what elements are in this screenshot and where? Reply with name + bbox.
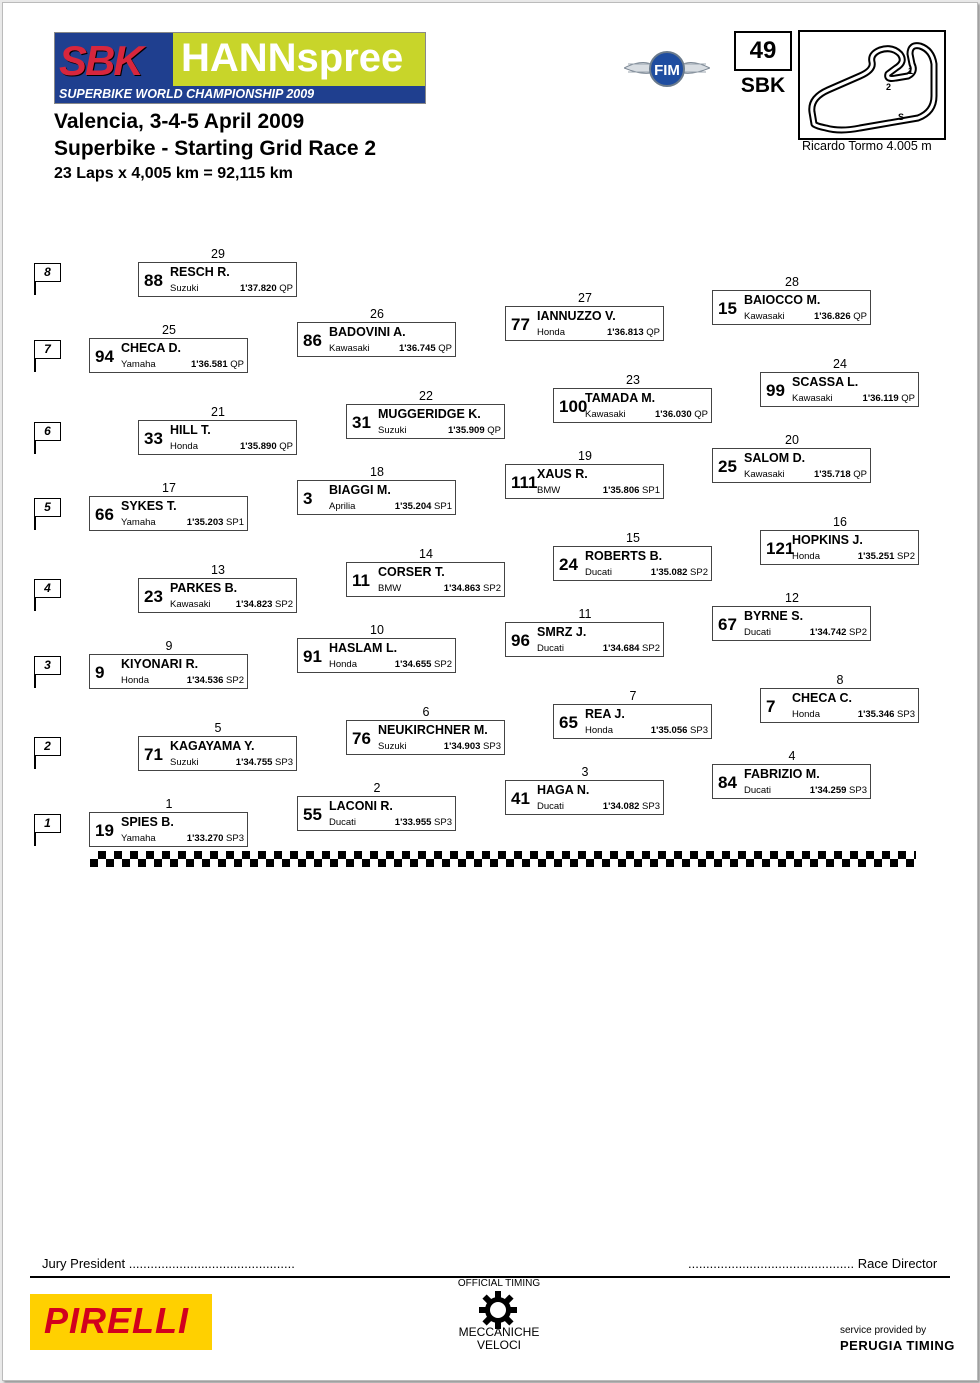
rider-box <box>760 372 919 407</box>
rider-number: 91 <box>303 647 322 666</box>
rider-make: Honda <box>585 725 613 736</box>
session-label: SP3 <box>275 757 293 768</box>
rider-make: BMW <box>537 485 561 496</box>
rider-number: 71 <box>144 745 163 764</box>
rider-number: 76 <box>352 729 371 748</box>
grid-position: 10 <box>370 623 384 637</box>
session-label: QP <box>694 409 708 420</box>
track-caption: Ricardo Tormo 4.005 m <box>802 139 932 153</box>
row-flag-7 <box>34 340 62 372</box>
rider-box <box>553 704 712 739</box>
grid-position: 18 <box>370 465 384 479</box>
track-label-s: S <box>898 112 905 122</box>
rider-box <box>346 562 505 597</box>
grid-position: 17 <box>162 481 176 495</box>
lap-time: 1'33.955 <box>394 817 432 828</box>
rider-name: HOPKINS J. <box>792 533 863 547</box>
session-label: QP <box>901 393 915 404</box>
rider-number: 100 <box>559 397 588 416</box>
rider-box <box>138 736 297 771</box>
grid-position: 16 <box>833 515 847 529</box>
rider-number: 3 <box>303 489 313 508</box>
distance-title: 23 Laps x 4,005 km = 92,115 km <box>54 165 293 182</box>
track-label-1: 1 <box>908 66 914 76</box>
rider-name: BAIOCCO M. <box>744 293 821 307</box>
rider-number: 99 <box>766 381 785 400</box>
lap-time: 1'35.203 <box>186 517 224 528</box>
lap-time: 1'34.903 <box>443 741 481 752</box>
session-label: SP3 <box>849 785 867 796</box>
rider-box <box>138 420 297 455</box>
meccaniche-veloci-logo <box>440 1326 558 1352</box>
grid-position: 1 <box>165 797 173 811</box>
rider-name: CHECA C. <box>792 691 852 705</box>
lap-time: 1'35.909 <box>448 425 485 436</box>
row-number: 5 <box>34 498 61 517</box>
lap-time: 1'34.536 <box>186 675 224 686</box>
rider-box <box>553 388 712 423</box>
rider-make: Honda <box>792 551 820 562</box>
rider-name: SYKES T. <box>121 499 177 513</box>
rider-box <box>89 812 248 847</box>
rider-name: CHECA D. <box>121 341 181 355</box>
rider-make: Yamaha <box>121 359 156 370</box>
lap-time: 1'36.813 <box>607 327 644 338</box>
rider-name: KAGAYAMA Y. <box>170 739 255 753</box>
sbk-logo-text: SBK <box>59 37 142 84</box>
lap-time: 1'34.863 <box>443 583 481 594</box>
rider-name: BADOVINI A. <box>329 325 406 339</box>
grid-position: 4 <box>788 749 796 763</box>
perugia-timing-logo: PERUGIA TIMING <box>840 1338 955 1353</box>
rider-make: Kawasaki <box>744 311 785 322</box>
session-label: SP2 <box>226 675 244 686</box>
rider-make: Honda <box>329 659 357 670</box>
lap-time: 1'34.655 <box>394 659 432 670</box>
sbk-logo <box>55 33 173 86</box>
grid-position: 22 <box>419 389 433 403</box>
rider-make: Ducati <box>537 801 564 812</box>
lap-time: 1'34.823 <box>235 599 273 610</box>
rider-number: 31 <box>352 413 371 432</box>
grid-position: 13 <box>211 563 225 577</box>
rider-name: HILL T. <box>170 423 211 437</box>
rider-name: BIAGGI M. <box>329 483 391 497</box>
rider-box <box>505 622 664 657</box>
rider-name: HAGA N. <box>537 783 590 797</box>
grid-position: 7 <box>629 689 637 703</box>
sbk-hannspree-banner <box>54 32 426 104</box>
grid-position: 6 <box>422 705 430 719</box>
rider-number: 84 <box>718 773 737 792</box>
session-label: SP2 <box>483 583 501 594</box>
rider-make: Kawasaki <box>585 409 626 420</box>
rider-name: FABRIZIO M. <box>744 767 820 781</box>
session-label: SP1 <box>434 501 452 512</box>
row-number: 6 <box>34 422 61 441</box>
grid-position: 24 <box>833 357 847 371</box>
rider-number: 94 <box>95 347 114 366</box>
grid-position: 15 <box>626 531 640 545</box>
row-flag-8 <box>34 263 62 295</box>
lap-time: 1'36.030 <box>655 409 692 420</box>
rider-name: LACONI R. <box>329 799 393 813</box>
rider-number: 9 <box>95 663 105 682</box>
championship-label: SUPERBIKE WORLD CHAMPIONSHIP 2009 <box>55 86 425 103</box>
session-title: Superbike - Starting Grid Race 2 <box>54 137 377 160</box>
rider-box <box>89 338 248 373</box>
grid-position: 23 <box>626 373 640 387</box>
lap-time: 1'35.251 <box>857 551 895 562</box>
grid-position: 14 <box>419 547 433 561</box>
rider-box <box>297 638 456 673</box>
rider-box <box>712 764 871 799</box>
grid-position: 26 <box>370 307 384 321</box>
lap-time: 1'35.806 <box>602 485 640 496</box>
grid-position: 19 <box>578 449 592 463</box>
grid-position: 28 <box>785 275 799 289</box>
veloci-label: VELOCI <box>476 1338 521 1352</box>
rider-number: 96 <box>511 631 530 650</box>
track-label-2: 2 <box>886 82 892 92</box>
grid-position: 9 <box>165 639 173 653</box>
rider-box <box>760 530 919 565</box>
pirelli-logo-text: PIRELLI <box>44 1300 190 1341</box>
rider-number: 11 <box>352 571 370 590</box>
race-number: 49 <box>734 31 792 71</box>
session-label: QP <box>646 327 660 338</box>
row-number: 8 <box>34 263 61 282</box>
rider-name: MUGGERIDGE K. <box>378 407 481 421</box>
rider-box <box>712 448 871 483</box>
grid-position: 5 <box>214 721 222 735</box>
pirelli-logo <box>30 1294 212 1350</box>
session-label: SP3 <box>434 817 452 828</box>
rider-name: SPIES B. <box>121 815 174 829</box>
lap-time: 1'36.119 <box>862 393 899 404</box>
rider-make: Kawasaki <box>744 469 785 480</box>
row-flag-2 <box>34 737 62 769</box>
rider-box <box>89 496 248 531</box>
rider-box <box>505 780 664 815</box>
rider-box <box>297 480 456 515</box>
session-label: SP3 <box>690 725 708 736</box>
lap-time: 1'37.820 <box>240 283 277 294</box>
rider-make: Suzuki <box>378 425 407 436</box>
row-flag-1 <box>34 814 62 846</box>
lap-time: 1'34.742 <box>809 627 847 638</box>
lap-time: 1'35.082 <box>650 567 688 578</box>
rider-make: BMW <box>378 583 402 594</box>
grid-position: 8 <box>836 673 844 687</box>
rider-name: HASLAM L. <box>329 641 398 655</box>
rider-make: Ducati <box>744 627 771 638</box>
rider-number: 88 <box>144 271 163 290</box>
rider-make: Kawasaki <box>329 343 370 354</box>
track-map-icon <box>798 30 946 140</box>
session-label: QP <box>279 441 293 452</box>
rider-make: Aprilia <box>329 501 356 512</box>
rider-number: 67 <box>718 615 737 634</box>
rider-make: Ducati <box>329 817 356 828</box>
rider-name: KIYONARI R. <box>121 657 199 671</box>
session-label: SP3 <box>642 801 660 812</box>
rider-name: IANNUZZO V. <box>537 309 616 323</box>
grid-position: 3 <box>581 765 589 779</box>
rider-name: SMRZ J. <box>537 625 587 639</box>
grid-position: 29 <box>211 247 225 261</box>
rider-box <box>760 688 919 723</box>
lap-time: 1'36.826 <box>814 311 851 322</box>
lap-time: 1'35.204 <box>394 501 432 512</box>
checkered-start-line <box>90 851 916 867</box>
grid-position: 21 <box>211 405 225 419</box>
rider-make: Ducati <box>585 567 612 578</box>
gear-icon <box>478 1290 518 1330</box>
rider-make: Ducati <box>744 785 771 796</box>
rider-name: BYRNE S. <box>744 609 804 623</box>
session-label: SP3 <box>226 833 244 844</box>
rider-box <box>505 306 664 341</box>
rider-box <box>138 578 297 613</box>
lap-time: 1'36.581 <box>191 359 228 370</box>
rider-name: SALOM D. <box>744 451 806 465</box>
lap-time: 1'35.890 <box>240 441 277 452</box>
rider-name: RESCH R. <box>170 265 230 279</box>
meccaniche-label: MECCANICHE <box>458 1325 540 1339</box>
rider-name: PARKES B. <box>170 581 238 595</box>
session-label: QP <box>279 283 293 294</box>
row-number: 2 <box>34 737 61 756</box>
lap-time: 1'36.745 <box>399 343 436 354</box>
row-flag-4 <box>34 579 62 611</box>
grid-position: 20 <box>785 433 799 447</box>
fim-logo-text: FIM <box>654 62 680 79</box>
rider-make: Honda <box>537 327 565 338</box>
session-label: SP2 <box>275 599 293 610</box>
sponsor-logo <box>173 33 425 86</box>
lap-time: 1'34.259 <box>809 785 847 796</box>
official-timing-label: OFFICIAL TIMING <box>457 1278 541 1289</box>
lap-time: 1'33.270 <box>186 833 224 844</box>
sponsor-logo-text: HANNspree <box>181 36 404 80</box>
rider-make: Honda <box>121 675 149 686</box>
rider-number: 86 <box>303 331 322 350</box>
rider-make: Suzuki <box>170 757 199 768</box>
rider-box <box>346 720 505 755</box>
rider-number: 66 <box>95 505 114 524</box>
rider-make: Kawasaki <box>170 599 211 610</box>
rider-box <box>553 546 712 581</box>
rider-name: ROBERTS B. <box>585 549 663 563</box>
lap-time: 1'35.056 <box>650 725 688 736</box>
row-flag-6 <box>34 422 62 454</box>
rider-number: 25 <box>718 457 737 476</box>
session-label: SP3 <box>483 741 501 752</box>
rider-number: 19 <box>95 821 114 840</box>
lap-time: 1'34.082 <box>602 801 640 812</box>
session-label: SP2 <box>690 567 708 578</box>
rider-make: Suzuki <box>170 283 199 294</box>
rider-name: CORSER T. <box>378 565 445 579</box>
grid-position: 2 <box>373 781 381 795</box>
session-label: SP3 <box>897 709 915 720</box>
service-provided-label: service provided by <box>840 1325 927 1336</box>
rider-box <box>712 290 871 325</box>
session-label: QP <box>230 359 244 370</box>
rider-number: 111 <box>511 473 538 492</box>
session-label: QP <box>438 343 452 354</box>
rider-box <box>297 796 456 831</box>
fim-logo-icon <box>624 40 710 100</box>
event-title: Valencia, 3-4-5 April 2009 <box>54 110 305 133</box>
rider-make: Yamaha <box>121 517 156 528</box>
rider-name: XAUS R. <box>537 467 588 481</box>
row-number: 1 <box>34 814 61 833</box>
rider-number: 41 <box>511 789 530 808</box>
rider-number: 65 <box>559 713 578 732</box>
grid-position: 11 <box>578 607 592 621</box>
rider-number: 24 <box>559 555 578 574</box>
session-label: SP2 <box>897 551 915 562</box>
row-number: 4 <box>34 579 61 598</box>
session-label: SP1 <box>642 485 660 496</box>
rider-number: 55 <box>303 805 322 824</box>
rider-box <box>505 464 664 499</box>
lap-time: 1'34.755 <box>235 757 273 768</box>
race-class: SBK <box>740 74 786 97</box>
race-director-signature-line: .............................................. Race Director <box>688 1256 938 1271</box>
rider-make: Suzuki <box>378 741 407 752</box>
rider-box <box>297 322 456 357</box>
rider-box <box>346 404 505 439</box>
grid-position: 12 <box>785 591 799 605</box>
rider-make: Honda <box>170 441 198 452</box>
session-label: QP <box>853 311 867 322</box>
rider-box <box>712 606 871 641</box>
rider-number: 121 <box>766 539 795 558</box>
lap-time: 1'35.718 <box>814 469 851 480</box>
rider-number: 15 <box>718 299 737 318</box>
jury-president-signature-line: Jury President .............................................. <box>42 1256 295 1271</box>
row-number: 3 <box>34 656 61 675</box>
session-label: SP2 <box>642 643 660 654</box>
rider-box <box>89 654 248 689</box>
lap-time: 1'35.346 <box>857 709 895 720</box>
grid-position: 25 <box>162 323 176 337</box>
row-flag-3 <box>34 656 62 688</box>
rider-make: Ducati <box>537 643 564 654</box>
session-label: SP1 <box>226 517 244 528</box>
row-flag-5 <box>34 498 62 530</box>
rider-make: Yamaha <box>121 833 156 844</box>
lap-time: 1'34.684 <box>602 643 640 654</box>
rider-name: REA J. <box>585 707 625 721</box>
session-label: QP <box>853 469 867 480</box>
rider-number: 7 <box>766 697 776 716</box>
rider-box <box>138 262 297 297</box>
rider-make: Kawasaki <box>792 393 833 404</box>
rider-name: SCASSA L. <box>792 375 859 389</box>
rider-name: NEUKIRCHNER M. <box>378 723 488 737</box>
session-label: SP2 <box>434 659 452 670</box>
session-label: QP <box>487 425 501 436</box>
rider-make: Honda <box>792 709 820 720</box>
rider-number: 23 <box>144 587 163 606</box>
rider-number: 77 <box>511 315 530 334</box>
grid-position: 27 <box>578 291 592 305</box>
row-number: 7 <box>34 340 61 359</box>
rider-number: 33 <box>144 429 163 448</box>
session-label: SP2 <box>849 627 867 638</box>
rider-name: TAMADA M. <box>585 391 656 405</box>
